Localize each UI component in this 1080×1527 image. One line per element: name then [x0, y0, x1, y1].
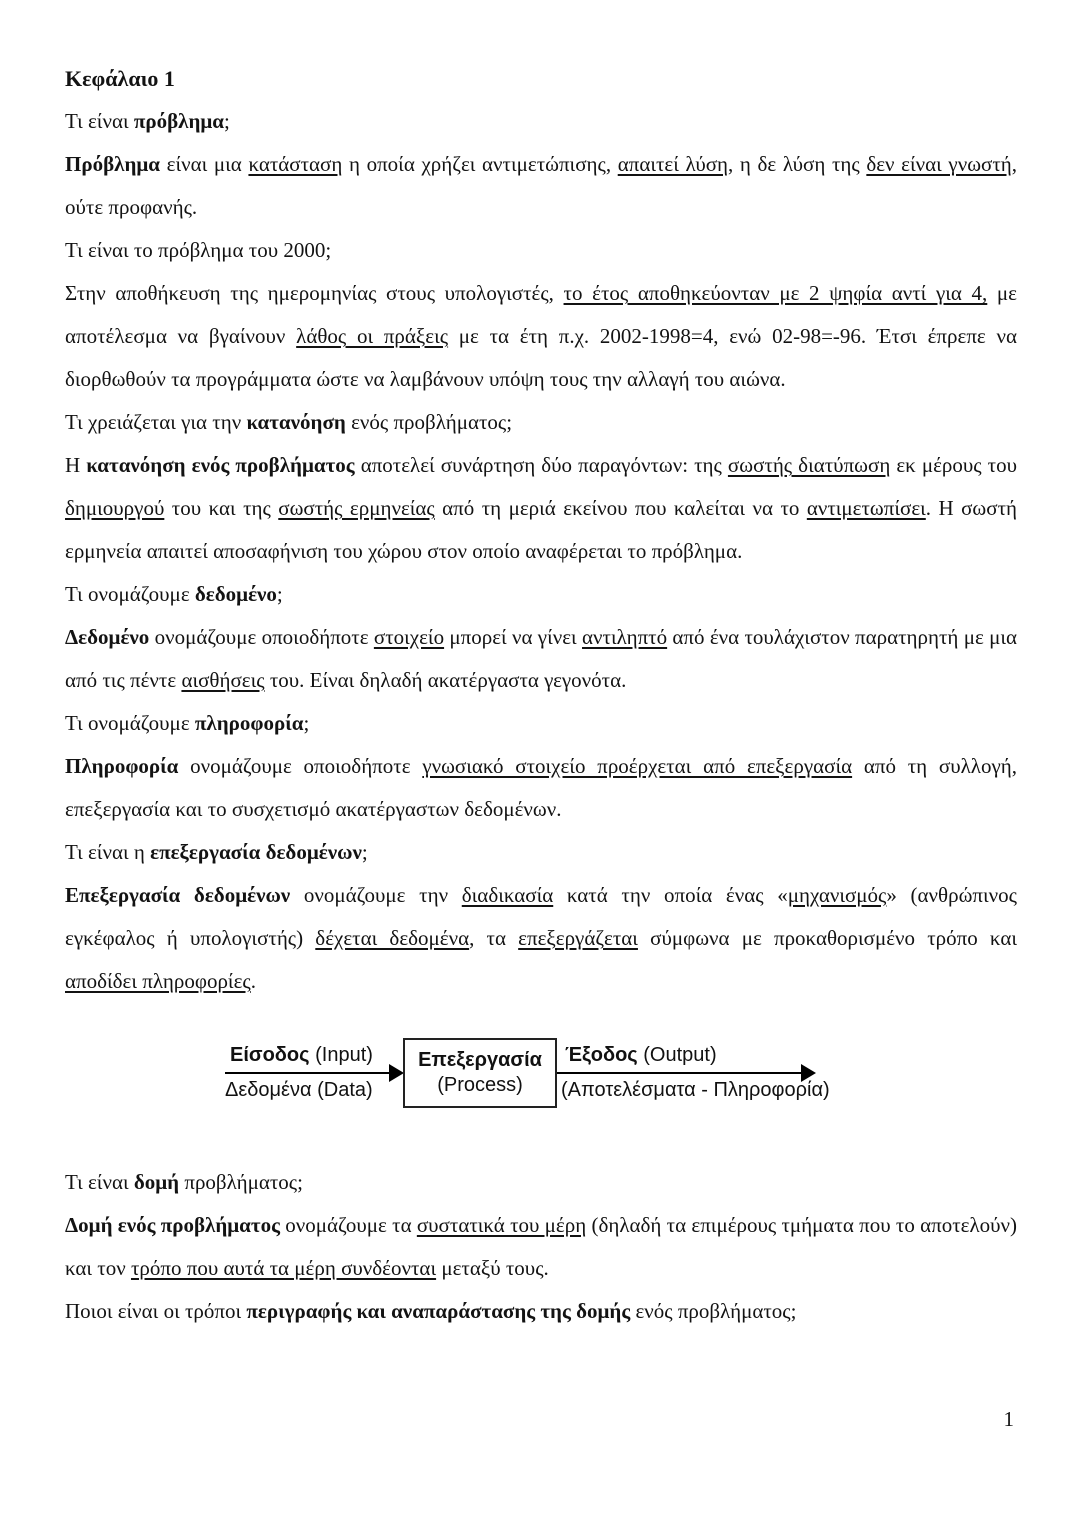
diagram-output-label-rest: (Output) [637, 1044, 717, 1066]
diagram-input-sublabel: Δεδομένα (Data) [225, 1079, 373, 1101]
answer-what-is-problem: Πρόβλημα είναι μια κατάσταση η οποία χρήζει αντιμετώπισης, απαιτεί λύση, η δε λύση της δεν είναι γνωστή, ούτε προφανής. [65, 152, 1018, 219]
question-what-is-problem: Τι είναι πρόβλημα; [65, 109, 230, 133]
io-process-diagram [65, 1033, 1017, 1161]
page-number: 1 [1003, 1407, 1014, 1431]
process-box-title: Επεξεργασία [418, 1049, 542, 1071]
question-understanding-problem: Τι χρειάζεται για την κατανόηση ενός προβλήματος; [65, 410, 513, 434]
answer-what-is-data: Δεδομένο ονομάζουμε οποιοδήποτε στοιχείο μπορεί να γίνει αντιληπτό από ένα τουλάχιστον παρατηρητή με μια από τις πέντε αισθήσεις του. Είναι δηλαδή ακατέργαστα γεγονότα. [65, 625, 1018, 692]
question-what-is-data: Τι ονομάζουμε δεδομένο; [65, 582, 283, 606]
diagram-input-label-rest: (Input) [309, 1044, 373, 1066]
output-arrow-line [557, 1072, 801, 1074]
answer-problem-structure: Δομή ενός προβλήματος ονομάζουμε τα συστατικά του μέρη (δηλαδή τα επιμέρους τμήματα που το αποτελούν) και τον τρόπο που αυτά τα μέρη συνδέονται μεταξύ τους. [65, 1213, 1018, 1280]
diagram-output-sublabel: (Αποτελέσματα - Πληροφορία) [561, 1079, 830, 1101]
answer-understanding-problem: Η κατανόηση ενός προβλήματος αποτελεί συνάρτηση δύο παραγόντων: της σωστής διατύπωση εκ μέρους του δημιουργού του και της σωστής ερμηνείας από τη μεριά εκείνου που καλείται να το αντιμετωπίσει. Η σωστή ερμηνεία απαιτεί αποσαφήνιση του χώρου στον οποίο αναφέρεται το πρόβλημα. [65, 453, 1017, 563]
process-box-subtitle: (Process) [437, 1074, 523, 1096]
process-box [403, 1038, 557, 1108]
input-arrow-line [225, 1072, 389, 1074]
question-year-2000-problem: Τι είναι το πρόβλημα του 2000; [65, 238, 332, 262]
question-structure-representation: Ποιοι είναι οι τρόποι περιγραφής και αναπαράστασης της δομής ενός προβλήματος; [65, 1299, 797, 1323]
question-what-is-data-processing: Τι είναι η επεξεργασία δεδομένων; [65, 840, 368, 864]
chapter-heading: Κεφάλαιο 1 [65, 66, 175, 91]
diagram-output-label-bold: Έξοδος [565, 1044, 638, 1066]
output-arrowhead-icon [801, 1064, 816, 1082]
question-problem-structure: Τι είναι δομή προβλήματος; [65, 1170, 303, 1194]
diagram-output-label [565, 1044, 717, 1066]
answer-what-is-data-processing: Επεξεργασία δεδομένων ονομάζουμε την διαδικασία κατά την οποία ένας «μηχανισμός» (ανθρώπινος εγκέφαλος ή υπολογιστής) δέχεται δεδομένα, τα επεξεργάζεται σύμφωνα με προκαθορισμένο τρόπο και αποδίδει πληροφορίες. [65, 883, 1017, 993]
question-what-is-information: Τι ονομάζουμε πληροφορία; [65, 711, 310, 735]
answer-year-2000-problem: Στην αποθήκευση της ημερομηνίας στους υπολογιστές, το έτος αποθηκεύονταν με 2 ψηφία αντί για 4, με αποτέλεσμα να βγαίνουν λάθος οι πράξεις με τα έτη π.χ. 2002-1998=4, ενώ 02-98=-96. Έτσι έπρεπε να διορθωθούν τα προγράμματα ώστε να λαμβάνουν υπόψη τους την αλλαγή του αιώνα. [65, 281, 1017, 391]
diagram-input-label [230, 1044, 373, 1066]
input-arrowhead-icon [389, 1064, 404, 1082]
answer-what-is-information: Πληροφορία ονομάζουμε οποιοδήποτε γνωσιακό στοιχείο προέρχεται από επεξεργασία από τη συλλογή, επεξεργασία και το συσχετισμό ακατέργαστων δεδομένων. [65, 754, 1018, 821]
diagram-input-label-bold: Είσοδος [230, 1044, 310, 1066]
